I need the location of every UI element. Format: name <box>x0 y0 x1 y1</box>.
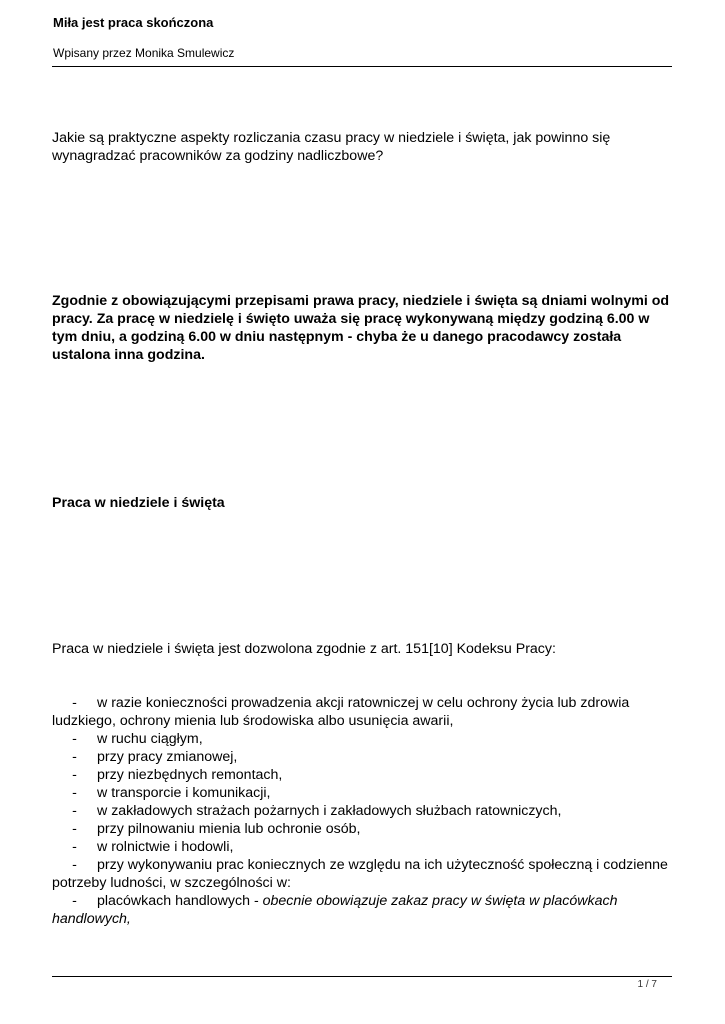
list-item-note: obecnie obowiązuje zakaz pracy w święta w placówkach handlowych, <box>52 893 618 927</box>
list-dash: - <box>72 695 77 711</box>
list-item-text: w rolnictwie i hodowli, <box>97 839 234 855</box>
list-item-text: w transporcie i komunikacji, <box>97 785 271 801</box>
list-dash: - <box>72 749 77 765</box>
footer-divider <box>52 976 672 977</box>
list-dash: - <box>72 857 77 873</box>
list-dash: - <box>72 821 77 837</box>
list-item <box>52 784 677 802</box>
list-item <box>52 802 677 820</box>
list-item <box>52 856 677 892</box>
list-item <box>52 766 677 784</box>
list-item <box>52 730 677 748</box>
header-divider <box>52 66 672 67</box>
list-item-text: w razie konieczności prowadzenia akcji ratowniczej w celu ochrony życia lub zdrowia ludzkiego, ochrony mienia lub środowiska albo usunięcia awarii, <box>52 695 630 729</box>
list-item <box>52 694 677 730</box>
conditions-list <box>52 694 677 928</box>
list-item <box>52 892 677 928</box>
list-dash: - <box>72 839 77 855</box>
list-dash: - <box>72 893 77 909</box>
page-number: 1 / 7 <box>637 979 657 990</box>
lead-paragraph: Zgodnie z obowiązującymi przepisami prawa pracy, niedziele i święta są dniami wolnymi od pracy. Za pracę w niedzielę i święto uważa się pracę wykonywaną między godziną 6.00 w tym dniu, a godziną 6.00 w dniu następnym - chyba że u danego pracodawcy została ustalona inna godzina. <box>52 293 670 363</box>
list-item-text: przy pracy zmianowej, <box>97 749 238 765</box>
list-item-text: w ruchu ciągłym, <box>97 731 203 747</box>
intro-paragraph: Praca w niedziele i święta jest dozwolona zgodnie z art. 151[10] Kodeksu Pracy: <box>52 641 556 657</box>
document-title: Miła jest praca skończona <box>53 15 214 30</box>
list-dash: - <box>72 731 77 747</box>
question-paragraph: Jakie są praktyczne aspekty rozliczania czasu pracy w niedziele i święta, jak powinno się wynagradzać pracowników za godziny nadliczbowe? <box>52 130 611 164</box>
list-item <box>52 748 677 766</box>
list-item-text: przy wykonywaniu prac koniecznych ze względu na ich użyteczność społeczną i codzienne potrzeby ludności, w szczególności w: <box>52 857 668 891</box>
section-heading: Praca w niedziele i święta <box>52 495 225 511</box>
list-item-text: przy pilnowaniu mienia lub ochronie osób, <box>97 821 361 837</box>
list-item-text: placówkach handlowych - <box>97 893 263 909</box>
author-line: Wpisany przez Monika Smulewicz <box>53 46 235 60</box>
list-dash: - <box>72 785 77 801</box>
list-item <box>52 838 677 856</box>
list-dash: - <box>72 767 77 783</box>
list-item <box>52 820 677 838</box>
list-item-text: przy niezbędnych remontach, <box>97 767 283 783</box>
list-dash: - <box>72 803 77 819</box>
list-item-text: w zakładowych strażach pożarnych i zakładowych służbach ratowniczych, <box>97 803 562 819</box>
